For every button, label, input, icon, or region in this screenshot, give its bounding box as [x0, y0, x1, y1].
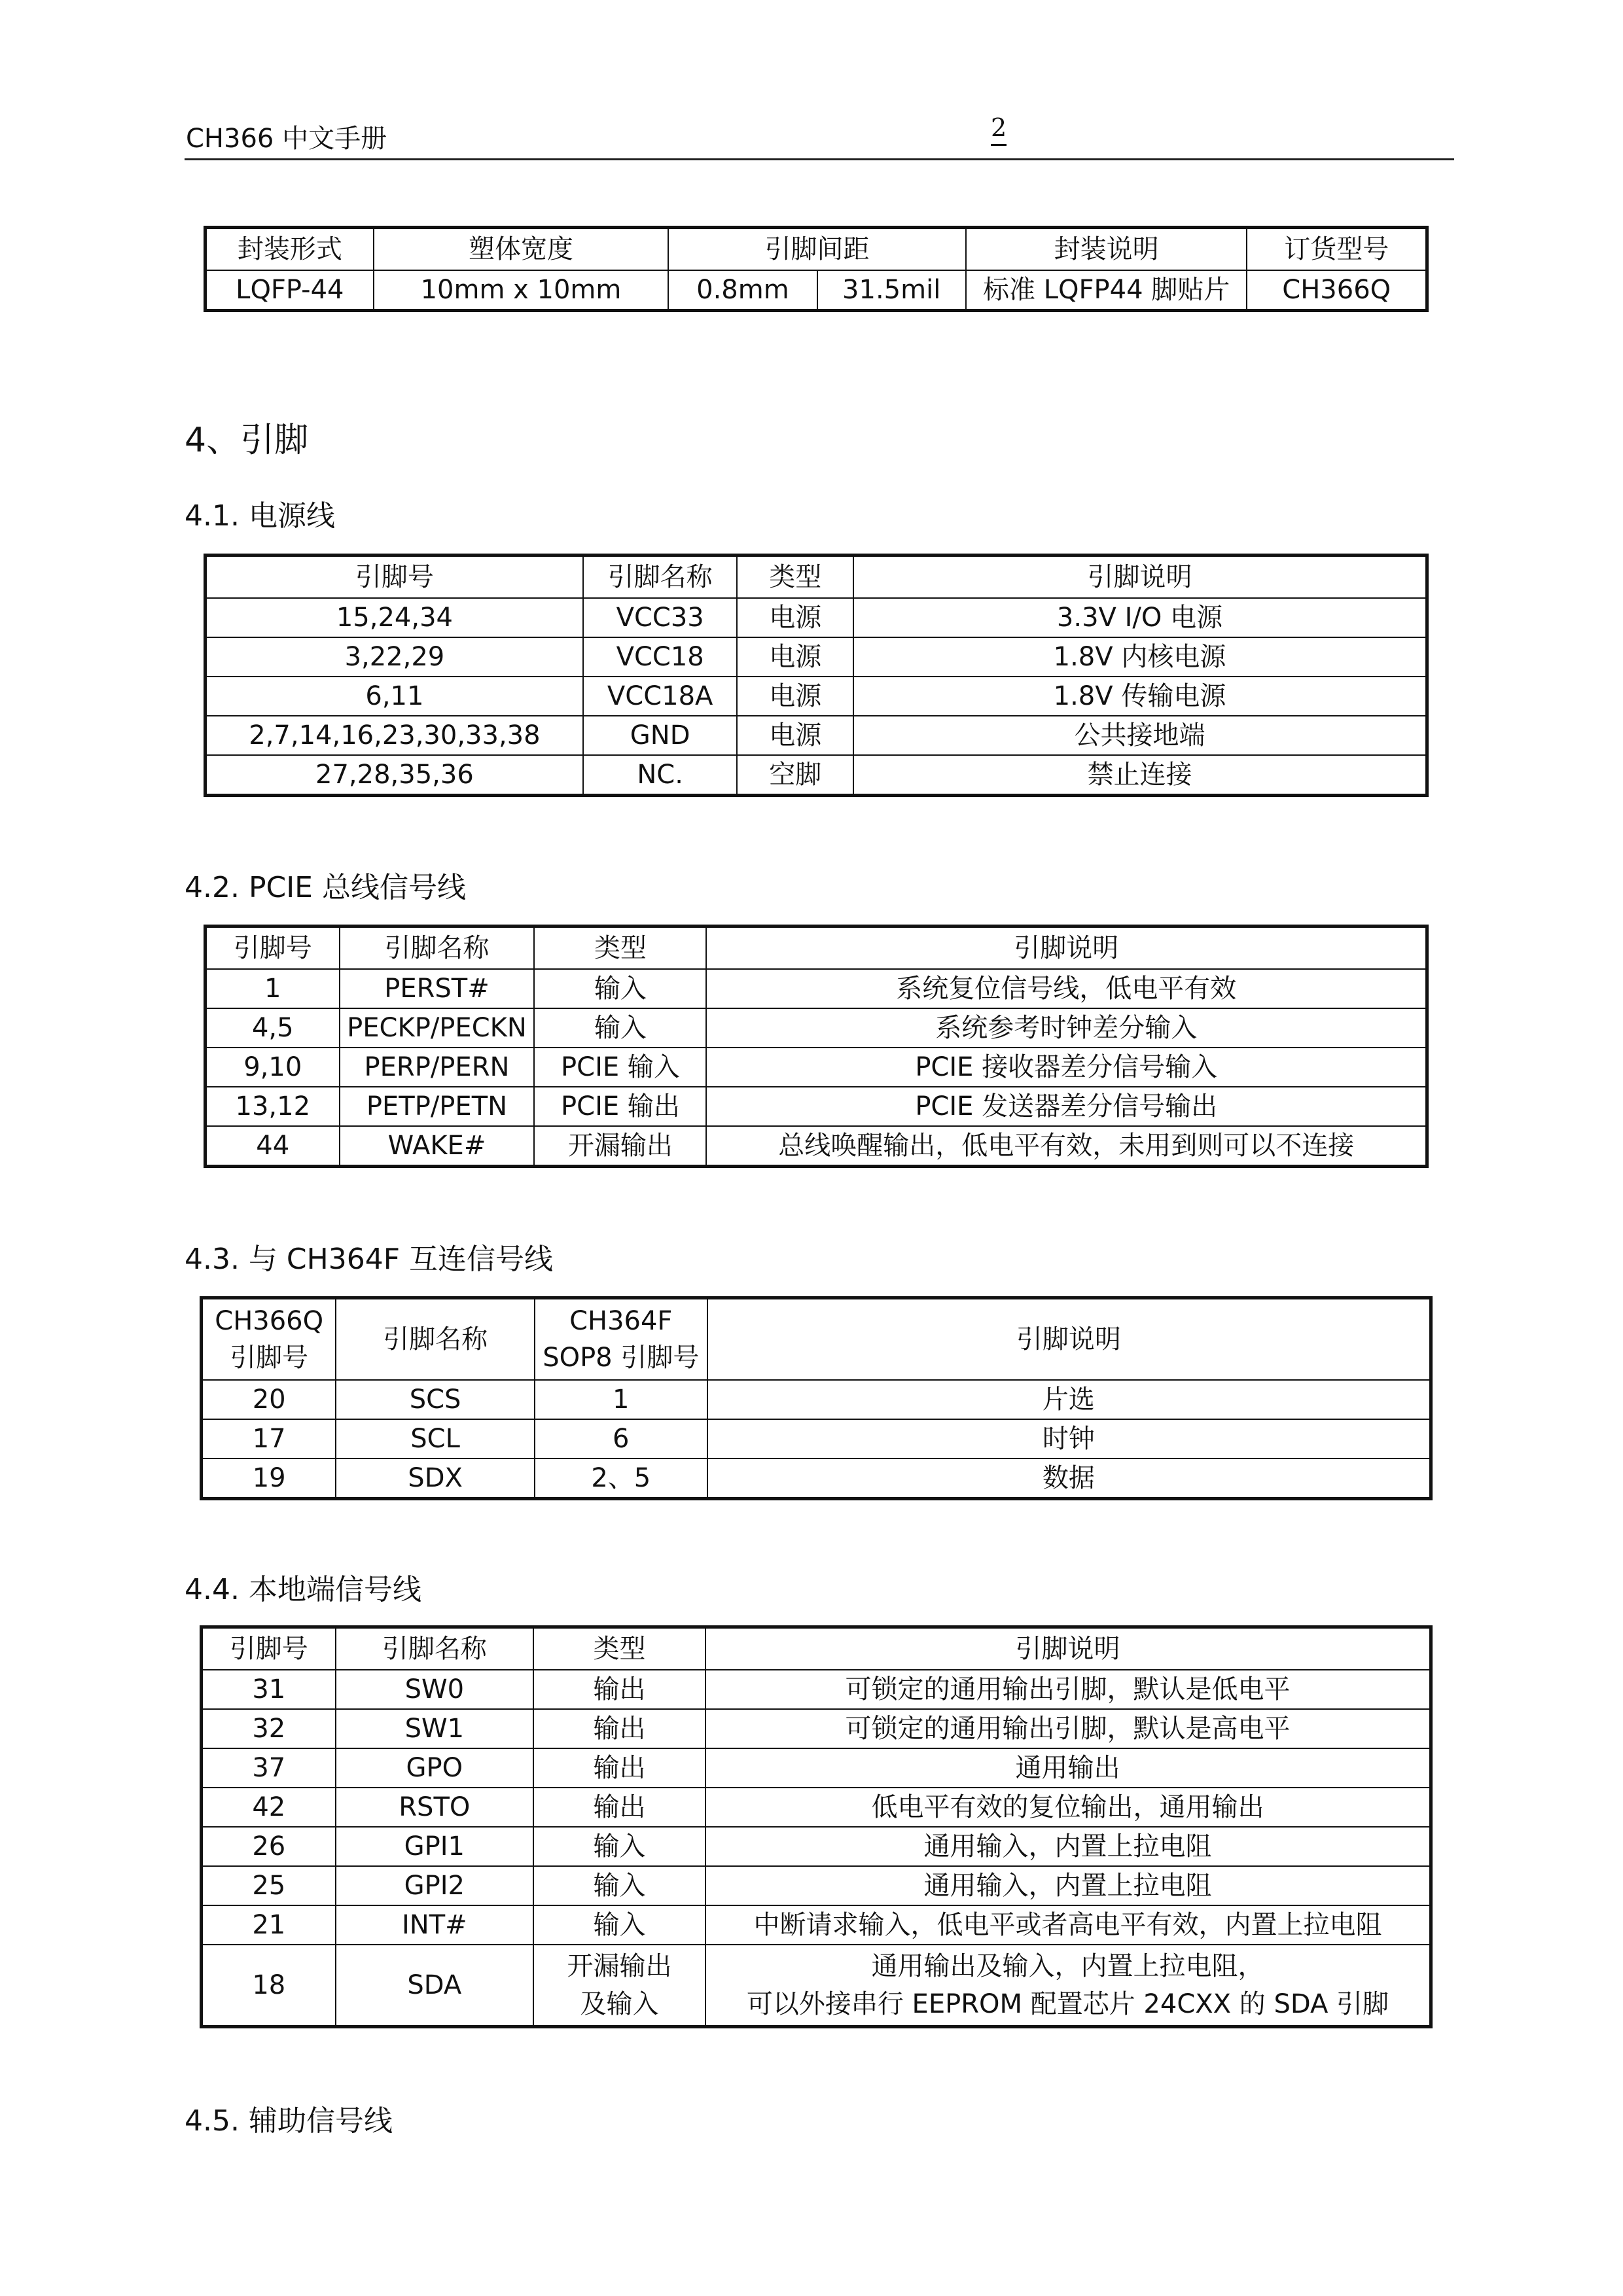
- section-heading: 4、引脚: [185, 421, 309, 460]
- header-cell: 引脚说明: [707, 1298, 1431, 1381]
- header-cell: 引脚号: [202, 1627, 336, 1670]
- cell: 片选: [707, 1380, 1431, 1419]
- header-cell: 类型: [534, 927, 706, 970]
- cell: 6: [535, 1419, 707, 1458]
- cell: 19: [202, 1458, 336, 1499]
- header-cell: 塑体宽度: [374, 228, 669, 271]
- cell: 输出: [533, 1709, 705, 1748]
- table-row: [202, 1866, 1431, 1905]
- table-row: [205, 1126, 1427, 1167]
- cell: 时钟: [707, 1419, 1431, 1458]
- cell: 数据: [707, 1458, 1431, 1499]
- cell: PCIE 输出: [534, 1087, 706, 1126]
- cell: VCC33: [583, 598, 738, 637]
- cell: 3,22,29: [205, 637, 583, 677]
- cell: SW0: [336, 1670, 533, 1709]
- table-row: [202, 1670, 1431, 1709]
- cell: 电源: [737, 716, 853, 755]
- header-cell: 类型: [737, 556, 853, 599]
- cell: 通用输出: [705, 1748, 1431, 1788]
- cell: VCC18A: [583, 677, 738, 716]
- cell: 输出: [533, 1670, 705, 1709]
- table-row: [202, 1945, 1431, 2027]
- cell: PCIE 输入: [534, 1048, 706, 1087]
- header-line: CH366Q: [215, 1306, 324, 1336]
- cell: 1: [535, 1380, 707, 1419]
- table-row: [205, 598, 1427, 637]
- cell: NC.: [583, 755, 738, 796]
- cell: 1.8V 内核电源: [853, 637, 1427, 677]
- header-cell: 引脚名称: [340, 927, 535, 970]
- cell: 输入: [534, 1008, 706, 1048]
- table-row: [202, 1458, 1431, 1499]
- cell: [705, 1945, 1431, 2027]
- cell: 可锁定的通用输出引脚，默认是低电平: [705, 1670, 1431, 1709]
- cell: 输入: [533, 1827, 705, 1866]
- header-cell: 引脚名称: [336, 1627, 533, 1670]
- header-cell: 封装说明: [966, 228, 1247, 271]
- header-cell: 引脚说明: [706, 927, 1427, 970]
- cell-line: 开漏输出: [567, 1951, 672, 1981]
- cell: RSTO: [336, 1788, 533, 1827]
- cell: 4,5: [205, 1008, 340, 1048]
- cell: 禁止连接: [853, 755, 1427, 796]
- table-row: [205, 1048, 1427, 1087]
- table-row: [205, 755, 1427, 796]
- cell: 输出: [533, 1748, 705, 1788]
- cell: 总线唤醒输出，低电平有效，未用到则可以不连接: [706, 1126, 1427, 1167]
- header-line: 引脚号: [230, 1343, 309, 1373]
- cell: 空脚: [737, 755, 853, 796]
- table-row: [205, 716, 1427, 755]
- header-cell: 引脚说明: [705, 1627, 1431, 1670]
- header-cell: 引脚说明: [853, 556, 1427, 599]
- doc-title: CH366 中文手册: [186, 124, 387, 154]
- pcie-pins-table: [204, 925, 1429, 1168]
- cell: 21: [202, 1905, 336, 1945]
- subsection-heading: 4.1. 电源线: [185, 499, 335, 533]
- cell: 可锁定的通用输出引脚，默认是高电平: [705, 1709, 1431, 1748]
- table-row: [202, 1380, 1431, 1419]
- header-cell: [202, 1298, 336, 1381]
- cell: 低电平有效的复位输出，通用输出: [705, 1788, 1431, 1827]
- cell: INT#: [336, 1905, 533, 1945]
- table-cell: 0.8mm: [668, 270, 817, 311]
- cell: 18: [202, 1945, 336, 2027]
- table-row: [205, 677, 1427, 716]
- header-cell: 引脚名称: [583, 556, 738, 599]
- table-row: [202, 1748, 1431, 1788]
- cell: 3.3V I/O 电源: [853, 598, 1427, 637]
- cell: GPO: [336, 1748, 533, 1788]
- cell: 13,12: [205, 1087, 340, 1126]
- table-row: [205, 1008, 1427, 1048]
- cell: 系统复位信号线，低电平有效: [706, 969, 1427, 1008]
- cell: PCIE 发送器差分信号输出: [706, 1087, 1427, 1126]
- header-cell: 引脚号: [205, 927, 340, 970]
- cell: 开漏输出: [534, 1126, 706, 1167]
- cell: PECKP/PECKN: [340, 1008, 535, 1048]
- table-cell: CH366Q: [1247, 270, 1427, 311]
- cell: 电源: [737, 637, 853, 677]
- subsection-heading: 4.2. PCIE 总线信号线: [185, 871, 466, 904]
- cell: 通用输入，内置上拉电阻: [705, 1827, 1431, 1866]
- cell: PCIE 接收器差分信号输入: [706, 1048, 1427, 1087]
- cell: 37: [202, 1748, 336, 1788]
- table-cell: 31.5mil: [817, 270, 966, 311]
- cell: 系统参考时钟差分输入: [706, 1008, 1427, 1048]
- cell: SDX: [336, 1458, 534, 1499]
- header-cell: 类型: [533, 1627, 705, 1670]
- cell: WAKE#: [340, 1126, 535, 1167]
- table-row: [202, 1788, 1431, 1827]
- page-header: [185, 111, 1454, 160]
- cell: 42: [202, 1788, 336, 1827]
- cell: 通用输入，内置上拉电阻: [705, 1866, 1431, 1905]
- table-row: [202, 1709, 1431, 1748]
- cell: SW1: [336, 1709, 533, 1748]
- header-line: CH364F: [569, 1306, 673, 1336]
- table-row: [202, 1419, 1431, 1458]
- header-cell: 引脚间距: [668, 228, 966, 271]
- power-pins-table: [204, 554, 1429, 797]
- cell-line: 及输入: [580, 1989, 659, 2019]
- cell: 26: [202, 1827, 336, 1866]
- ch364f-pins-table: [200, 1296, 1433, 1500]
- cell: GND: [583, 716, 738, 755]
- cell: SDA: [336, 1945, 533, 2027]
- table-row: [202, 1905, 1431, 1945]
- table-cell: LQFP-44: [205, 270, 374, 311]
- cell: 1.8V 传输电源: [853, 677, 1427, 716]
- table-row: [205, 969, 1427, 1008]
- cell: 44: [205, 1126, 340, 1167]
- cell: 中断请求输入，低电平或者高电平有效，内置上拉电阻: [705, 1905, 1431, 1945]
- cell: 输入: [533, 1866, 705, 1905]
- cell: 电源: [737, 677, 853, 716]
- cell: 6,11: [205, 677, 583, 716]
- cell: PERP/PERN: [340, 1048, 535, 1087]
- cell: 25: [202, 1866, 336, 1905]
- table-cell: 标准 LQFP44 脚贴片: [966, 270, 1247, 311]
- header-line: SOP8 引脚号: [543, 1343, 700, 1373]
- cell: 20: [202, 1380, 336, 1419]
- header-cell: 引脚号: [205, 556, 583, 599]
- local-pins-table: [200, 1625, 1433, 2028]
- cell: 17: [202, 1419, 336, 1458]
- cell: 输入: [534, 969, 706, 1008]
- cell: SCS: [336, 1380, 534, 1419]
- cell: 公共接地端: [853, 716, 1427, 755]
- cell: 27,28,35,36: [205, 755, 583, 796]
- cell: VCC18: [583, 637, 738, 677]
- cell: 电源: [737, 598, 853, 637]
- page-number: 2: [991, 111, 1007, 146]
- cell: 32: [202, 1709, 336, 1748]
- header-cell: 订货型号: [1247, 228, 1427, 271]
- table-row: [205, 1087, 1427, 1126]
- table-cell: 10mm x 10mm: [374, 270, 669, 311]
- cell: GPI1: [336, 1827, 533, 1866]
- cell: 9,10: [205, 1048, 340, 1087]
- cell: SCL: [336, 1419, 534, 1458]
- cell: 输出: [533, 1788, 705, 1827]
- cell: 2,7,14,16,23,30,33,38: [205, 716, 583, 755]
- header-cell: [535, 1298, 707, 1381]
- cell: GPI2: [336, 1866, 533, 1905]
- cell: 1: [205, 969, 340, 1008]
- cell: PETP/PETN: [340, 1087, 535, 1126]
- table-row: [202, 1827, 1431, 1866]
- cell: PERST#: [340, 969, 535, 1008]
- cell: 15,24,34: [205, 598, 583, 637]
- subsection-heading: 4.4. 本地端信号线: [185, 1573, 421, 1606]
- cell-line: 通用输出及输入，内置上拉电阻，: [871, 1951, 1264, 1981]
- header-cell: 封装形式: [205, 228, 374, 271]
- cell-line: 可以外接串行 EEPROM 配置芯片 24CXX 的 SDA 引脚: [746, 1989, 1389, 2019]
- cell: [533, 1945, 705, 2027]
- cell: 31: [202, 1670, 336, 1709]
- header-cell: 引脚名称: [336, 1298, 534, 1381]
- cell: 2、5: [535, 1458, 707, 1499]
- package-table: [204, 226, 1429, 312]
- subsection-heading: 4.3. 与 CH364F 互连信号线: [185, 1243, 554, 1276]
- table-row: [205, 637, 1427, 677]
- cell: 输入: [533, 1905, 705, 1945]
- subsection-heading: 4.5. 辅助信号线: [185, 2104, 393, 2138]
